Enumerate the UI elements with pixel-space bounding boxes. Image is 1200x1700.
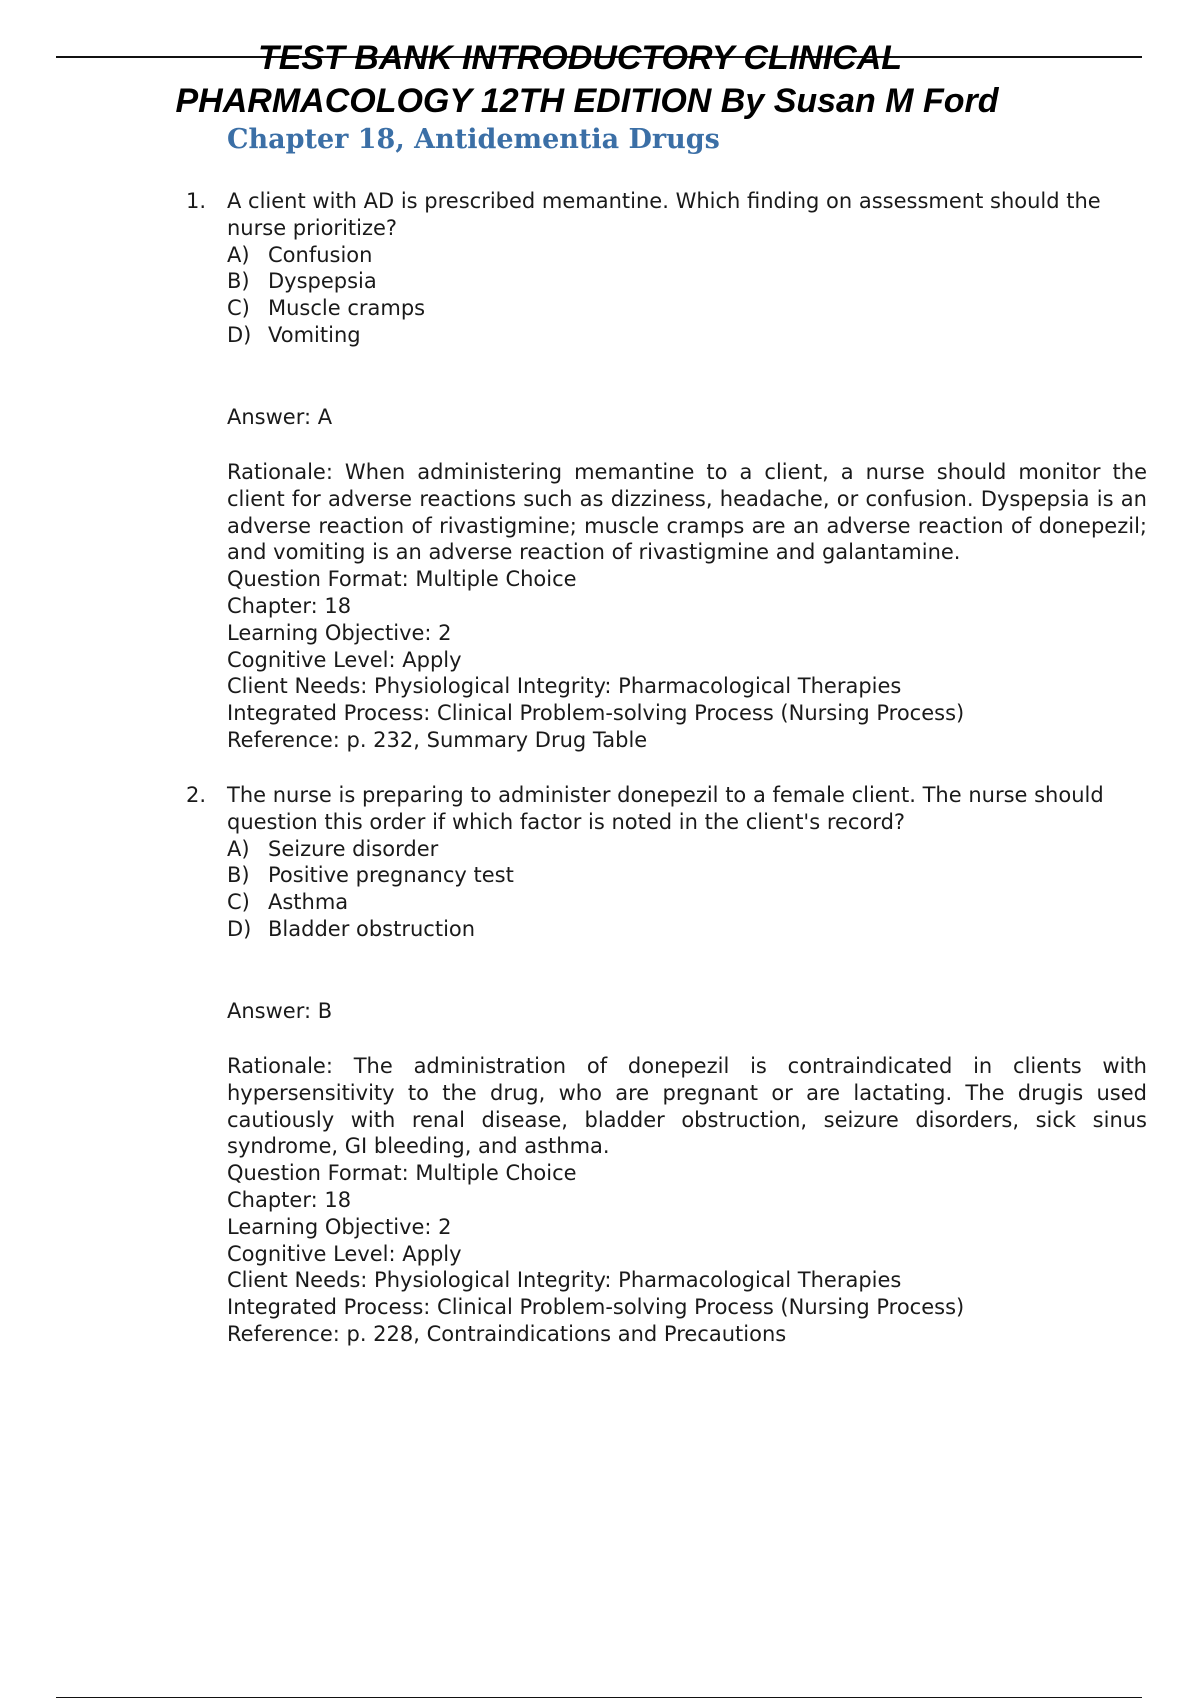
chapter-heading: Chapter 18, Antidementia Drugs <box>227 124 720 155</box>
question-format: Question Format: Multiple Choice <box>227 567 577 592</box>
option-text: Positive pregnancy test <box>268 863 514 888</box>
bottom-rule <box>56 1697 1142 1698</box>
option-a <box>227 836 1147 863</box>
option-letter: D) <box>227 916 252 941</box>
rationale-block <box>227 1053 1147 1348</box>
document-title-line-2: PHARMACOLOGY 12TH EDITION By Susan M Ford <box>175 82 999 120</box>
option-letter: A) <box>227 242 250 267</box>
option-text: Asthma <box>268 890 349 915</box>
learning-objective: Learning Objective: 2 <box>227 1214 452 1239</box>
integrated-process: Integrated Process: Clinical Problem-solving Process (Nursing Process) <box>227 1295 965 1320</box>
reference: Reference: p. 228, Contraindications and Precautions <box>227 1321 787 1346</box>
chapter-number: Chapter: 18 <box>227 1187 352 1212</box>
option-letter: B) <box>227 863 250 888</box>
reference: Reference: p. 232, Summary Drug Table <box>227 727 648 752</box>
cognitive-level: Cognitive Level: Apply <box>227 1241 462 1266</box>
answer-options <box>227 836 1147 943</box>
option-text: Vomiting <box>268 322 361 347</box>
question-body <box>227 782 1147 1346</box>
question-body <box>227 188 1147 752</box>
answer-line: Answer: B <box>227 999 333 1023</box>
question-number: 2. <box>186 783 207 807</box>
option-d <box>227 916 1147 943</box>
answer-options <box>227 242 1147 349</box>
question-format: Question Format: Multiple Choice <box>227 1161 577 1186</box>
option-letter: D) <box>227 322 252 347</box>
client-needs: Client Needs: Physiological Integrity: Pharmacological Therapies <box>227 674 902 699</box>
question-stem: The nurse is preparing to administer donepezil to a female client. The nurse should question this order if which factor is noted in the client's record? <box>227 783 1104 834</box>
option-text: Muscle cramps <box>268 296 426 321</box>
rationale-block <box>227 459 1147 754</box>
client-needs: Client Needs: Physiological Integrity: Pharmacological Therapies <box>227 1268 902 1293</box>
cognitive-level: Cognitive Level: Apply <box>227 647 462 672</box>
question-number: 1. <box>186 189 207 213</box>
answer-line: Answer: A <box>227 405 333 429</box>
option-letter: B) <box>227 269 250 294</box>
option-c <box>227 889 1147 916</box>
rationale-text: Rationale: The administration of donepezil is contraindicated in clients with hypersensitivity to the drug, who are pregnant or are lactating. The drugis used cautiously with renal disease, bladder obstruction, seizure disorders, sick sinus syndrome, GI bleeding, and asthma. <box>227 1054 1147 1159</box>
integrated-process: Integrated Process: Clinical Problem-solving Process (Nursing Process) <box>227 701 965 726</box>
option-text: Dyspepsia <box>268 269 377 294</box>
option-b <box>227 862 1147 889</box>
rationale-text: Rationale: When administering memantine to a client, a nurse should monitor the client for adverse reactions such as dizziness, headache, or confusion. Dyspepsia is an adverse reaction of rivastigmine; muscle cramps are an adverse reaction of donepezil; and vomiting is an adverse reaction of rivastigmine and galantamine. <box>227 460 1147 565</box>
option-letter: C) <box>227 296 250 321</box>
option-letter: A) <box>227 836 250 861</box>
option-text: Seizure disorder <box>268 836 439 861</box>
option-a <box>227 242 1147 269</box>
option-letter: C) <box>227 890 250 915</box>
chapter-number: Chapter: 18 <box>227 593 352 618</box>
option-text: Bladder obstruction <box>268 916 476 941</box>
option-d <box>227 322 1147 349</box>
document-title-line-1: TEST BANK INTRODUCTORY CLINICAL <box>257 39 903 77</box>
question-stem: A client with AD is prescribed memantine. Which finding on assessment should the nurse prioritize? <box>227 189 1101 240</box>
option-b <box>227 268 1147 295</box>
learning-objective: Learning Objective: 2 <box>227 620 452 645</box>
option-text: Confusion <box>268 242 373 267</box>
option-c <box>227 295 1147 322</box>
